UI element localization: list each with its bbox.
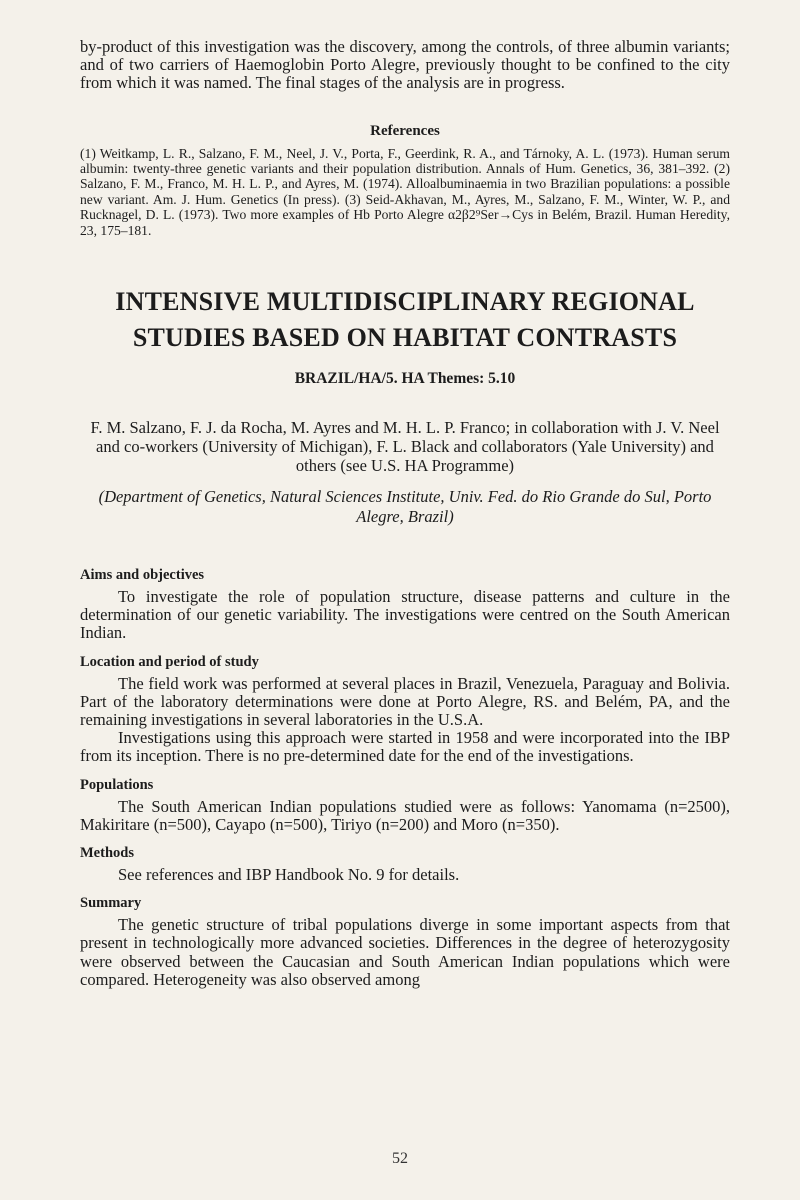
article-title-line-2: STUDIES BASED ON HABITAT CONTRASTS	[132, 323, 678, 353]
section-text-methods: See references and IBP Handbook No. 9 for details.	[118, 865, 460, 885]
project-code: BRAZIL/HA/5. HA Themes: 5.10	[294, 370, 516, 388]
section-heading-summary: Summary	[80, 895, 142, 912]
references-heading: References	[370, 122, 440, 139]
section-text-aims: To investigate the role of population structure, disease patterns and culture in the determination of our genetic variability. The investigations were centred on the South American Indian.	[80, 587, 730, 643]
section-text-location-1: The field work was performed at several places in Brazil, Venezuela, Paraguay and Bolivia. Part of the laboratory determinations were done at Porto Alegre, RS. and Belém, PA, and the remaining investigations in several laboratories in the U.S.A.	[80, 673, 730, 730]
section-heading-populations: Populations	[80, 776, 154, 793]
section-text-populations: The South American Indian populations studied were as follows: Yanomama (n=2500), Makiritare (n=500), Cayapo (n=500), Tiriyo (n=200) and Moro (n=350).	[80, 796, 730, 834]
section-text-summary: The genetic structure of tribal populations diverge in some important aspects from that present in technologically more advanced societies. Differences in the degree of heterozygosity were observed between the Caucasian and South American Indian populations which were compared. Heterogeneity was also observed among	[80, 915, 730, 989]
section-heading-location: Location and period of study	[80, 653, 259, 670]
section-text-location-2: Investigations using this approach were started in 1958 and were incorporated into the IBP from its inception. There is no pre-determined date for the end of the investigations.	[80, 728, 730, 766]
article-title-line-1: INTENSIVE MULTIDISCIPLINARY REGIONAL	[115, 287, 695, 317]
page-content	[80, 38, 730, 989]
affiliation: (Department of Genetics, Natural Sciences Institute, Univ. Fed. do Rio Grande do Sul, Porto Alegre, Brazil)	[98, 487, 712, 526]
page-number: 52	[392, 1150, 408, 1167]
article-title	[80, 284, 730, 356]
references-list: (1) Weitkamp, L. R., Salzano, F. M., Neel, J. V., Porta, F., Geerdink, R. A., and Tárnoky, A. L. (1973). Human serum albumin: twenty-three genetic variants and their population distribution. Annals of Hum. Genetics, 36, 381–392. (2) Salzano, F. M., Franco, M. H. L. P., and Ayres, M. (1974). Alloalbuminaemia in two Brazilian populations: a possible new variant. Am. J. Hum. Genetics (In press). (3) Seid-Akhavan, M., Ayres, M., Salzano, F. M., Winter, W. P., and Rucknagel, D. L. (1973). Two more examples of Hb Porto Alegre α2β2⁹Ser→Cys in Belém, Brazil. Human Heredity, 23, 175–181.	[80, 145, 730, 238]
author-list: F. M. Salzano, F. J. da Rocha, M. Ayres and M. H. L. P. Franco; in collaboration with J. V. Neel and co-workers (University of Michigan), F. L. Black and collaborators (Yale University) and others (see U.S. HA Programme)	[90, 418, 720, 476]
intro-paragraph: by-product of this investigation was the discovery, among the controls, of three albumin variants; and of two carriers of Haemoglobin Porto Alegre, previously thought to be confined to the city from which it was named. The final stages of the analysis are in progress.	[80, 37, 730, 93]
section-heading-methods: Methods	[80, 845, 134, 862]
section-heading-aims: Aims and objectives	[80, 567, 205, 584]
